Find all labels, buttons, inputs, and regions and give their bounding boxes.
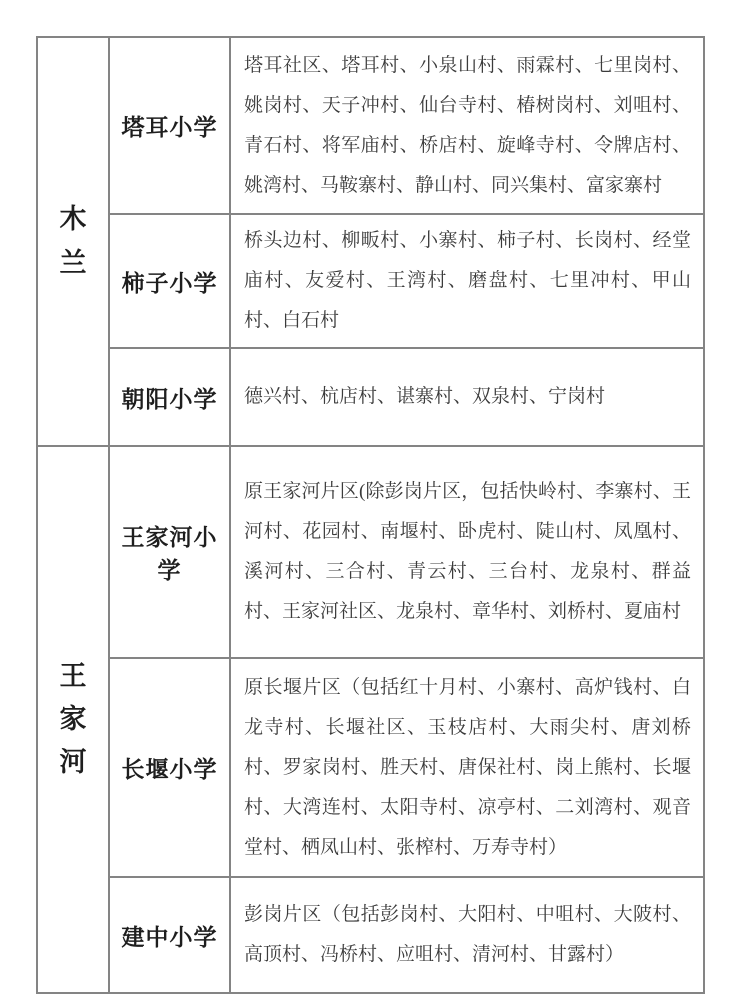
school-name-cell: 朝阳小学 <box>109 348 230 446</box>
villages-cell: 彭岗片区（包括彭岗村、大阳村、中咀村、大陂村、高顶村、冯桥村、应咀村、清河村、甘露村） <box>230 877 704 993</box>
school-name-cell: 塔耳小学 <box>109 37 230 214</box>
table-row <box>37 446 704 658</box>
district-cell-mulan <box>37 37 109 446</box>
villages-cell: 原长堰片区（包括红十月村、小寨村、高炉钱村、白龙寺村、长堰社区、玉枝店村、大雨尖村、唐刘桥村、罗家岗村、胜天村、唐保社村、岗上熊村、长堰村、大湾连村、太阳寺村、凉亭村、二刘湾村、观音堂村、栖凤山村、张榨村、万寿寺村） <box>230 658 704 877</box>
table-row <box>37 877 704 993</box>
villages-cell: 原王家河片区(除彭岗片区，包括快岭村、李寨村、王河村、花园村、南堰村、卧虎村、陡山村、凤凰村、溪河村、三合村、青云村、三台村、龙泉村、群益村、王家河社区、龙泉村、章华村、刘桥村、夏庙村 <box>230 446 704 658</box>
villages-cell: 塔耳社区、塔耳村、小泉山村、雨霖村、七里岗村、姚岗村、天子冲村、仙台寺村、椿树岗村、刘咀村、青石村、将军庙村、桥店村、旋峰寺村、令牌店村、姚湾村、马鞍寨村、静山村、同兴集村、富家寨村 <box>230 37 704 214</box>
villages-cell: 桥头边村、柳畈村、小寨村、柿子村、长岗村、经堂庙村、友爱村、王湾村、磨盘村、七里冲村、甲山村、白石村 <box>230 214 704 348</box>
school-district-allocation-table <box>36 36 705 994</box>
table-row <box>37 37 704 214</box>
school-name-cell: 长堰小学 <box>109 658 230 877</box>
table-row <box>37 214 704 348</box>
district-label: 王家河 <box>59 660 87 778</box>
district-cell-wangjiahe <box>37 446 109 993</box>
school-name-cell: 柿子小学 <box>109 214 230 348</box>
district-label: 木兰 <box>59 204 87 278</box>
table-row <box>37 658 704 877</box>
villages-cell: 德兴村、杭店村、谌寨村、双泉村、宁岗村 <box>230 348 704 446</box>
school-name-cell: 建中小学 <box>109 877 230 993</box>
table-row <box>37 348 704 446</box>
school-name-cell: 王家河小学 <box>109 446 230 658</box>
